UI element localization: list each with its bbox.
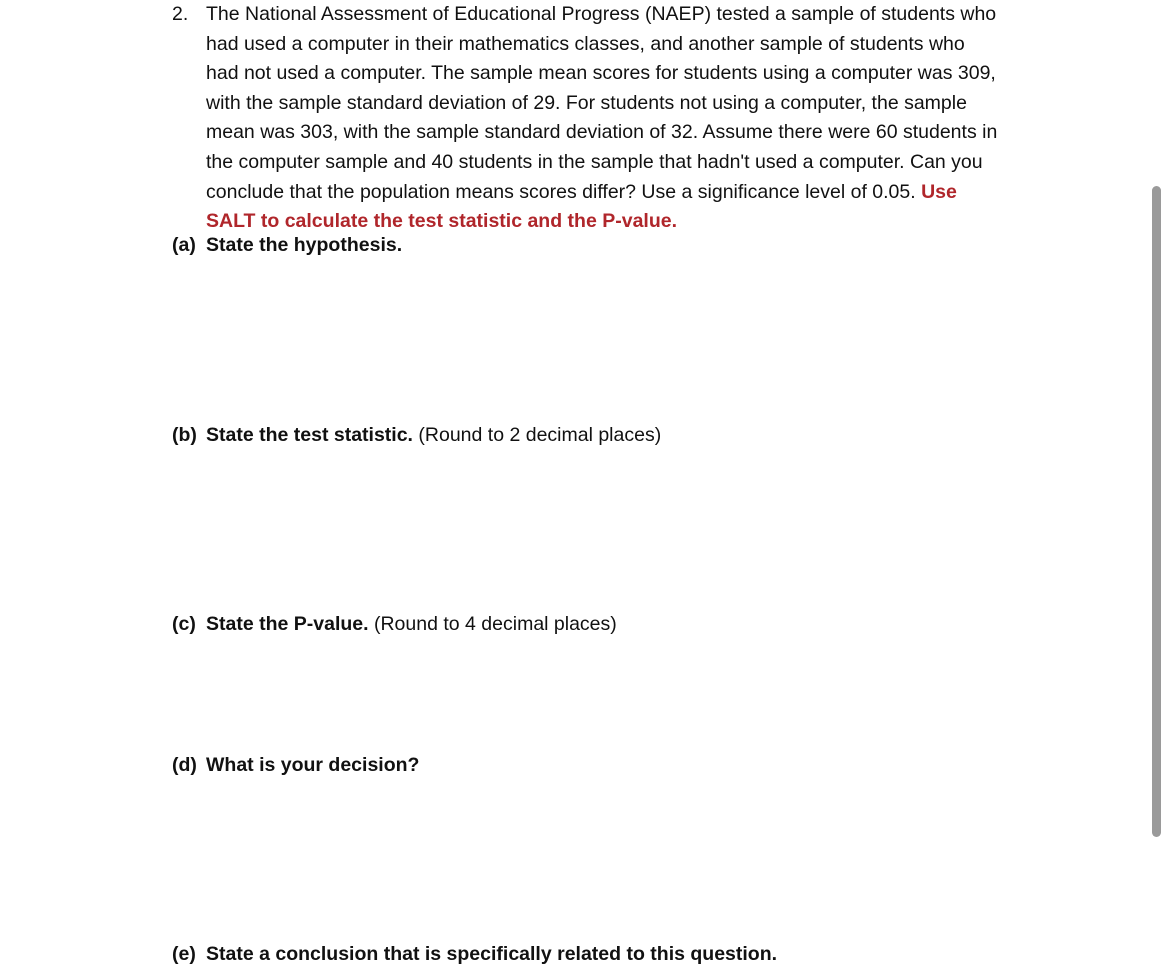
salt-instruction-start: Use: [921, 180, 957, 203]
question-number: 2.: [172, 3, 189, 25]
question-line-3: had not used a computer. The sample mean scores for students using a computer was 309,: [206, 62, 996, 85]
question-line-2: had used a computer in their mathematics classes, and another sample of students who: [206, 32, 965, 55]
question-line-7-text: conclude that the population means scores differ? Use a significance level of 0.05.: [206, 180, 922, 203]
part-d: [172, 751, 419, 781]
part-a: [172, 231, 402, 261]
part-c-text: State the P-value.: [206, 613, 369, 635]
part-b-text: State the test statistic.: [206, 424, 413, 446]
question-body: [206, 0, 1046, 237]
part-d-label: (d): [172, 754, 197, 776]
part-c-label: (c): [172, 613, 196, 635]
part-e-text: State a conclusion that is specifically related to this question.: [206, 943, 778, 965]
question-line-7: [206, 178, 1046, 208]
part-a-text: State the hypothesis.: [206, 234, 403, 256]
scrollbar-thumb[interactable]: [1152, 186, 1161, 837]
part-e-label: (e): [172, 943, 196, 965]
question-line-6: the computer sample and 40 students in the sample that hadn't used a computer. Can you: [206, 150, 983, 173]
part-e: [172, 940, 777, 970]
question-line-4: with the sample standard deviation of 29. For students not using a computer, the sample: [206, 91, 967, 114]
part-b: [172, 421, 661, 451]
question-line-5: mean was 303, with the sample standard deviation of 32. Assume there were 60 students in: [206, 121, 998, 144]
question-line-1: The National Assessment of Educational Progress (NAEP) tested a sample of students who: [206, 3, 997, 25]
part-c: [172, 610, 617, 640]
part-b-label: (b): [172, 424, 197, 446]
part-b-note: (Round to 2 decimal places): [412, 424, 662, 446]
part-d-text: What is your decision?: [206, 754, 420, 776]
salt-instruction: SALT to calculate the test statistic and the P-value.: [206, 210, 677, 233]
part-a-label: (a): [172, 234, 196, 256]
part-c-note: (Round to 4 decimal places): [368, 613, 617, 635]
